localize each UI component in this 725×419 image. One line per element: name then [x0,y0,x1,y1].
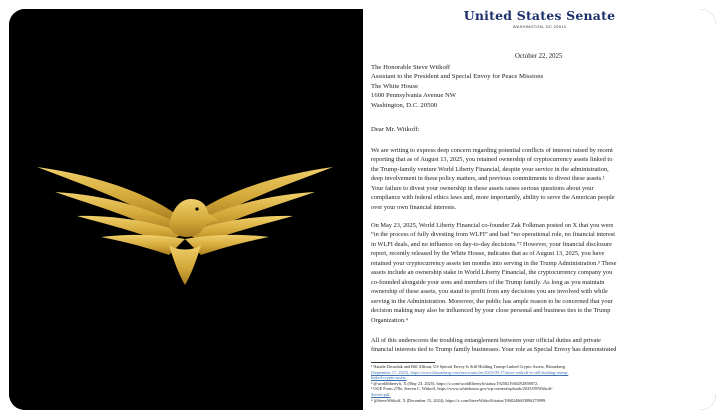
text-line: in WLFI deals, and no influence on day-to-day decisions.”² However, your financial disclosure [371,240,612,248]
text-line: the Trump-family venture World Liberty Financial, despite your service in the administration, [371,165,609,173]
text-line: Organization.⁴ [371,316,408,324]
text-line: financial interests tied to Trump family businesses. Your role as Special Envoy has demonstrated [371,346,617,354]
address-line: Assistant to the President and Special Envoy for Peace Missions [371,73,544,81]
letterhead: United States Senate [463,9,616,23]
paragraph-3 [371,336,616,355]
address-line: 1600 Pennsylvania Avenue NW [371,92,457,100]
senate-letter [363,9,716,410]
recipient-address [371,63,543,110]
text-line: report, recently released by the White House, indicates that as of August 13, 2025, you have [371,250,605,258]
address-line: The Honorable Steve Witkoff [371,64,451,71]
letterhead-city: WASHINGTON, DC 20510 [512,24,567,29]
footnote-line: ⁴ @SteveWitkoff, X (December 15, 2024), https://x.com/SteveWitkoff/status/1868246603896270999. [371,397,547,403]
logo-panel [9,9,363,410]
text-line: deep involvement in these policy matters, and previous commitments to divest these assets.¹ [371,175,605,183]
text-line: assets include an ownership stake in World Liberty Financial, the cryptocurrency company you [371,269,613,277]
text-line: On May 23, 2025, World Liberty Financial co-founder Zak Folkman posted on X that you were [371,222,614,229]
paragraph-1 [371,146,615,212]
text-line: co-founded alongside your sons and members of the Trump family. As long as you maintain [371,278,605,286]
text-line: ownership of these assets, you stand to profit from any decisions you are involved with while [371,288,608,296]
footnote-line: ¹ Natalie Drozdiak and Bill Allison, US Special Envoy Is Still Holding Trump-Linked Crypto Assets, Bloomberg [371,364,565,369]
letter-date: October 22, 2025 [515,53,563,60]
salutation: Dear Mr. Witkoff: [371,126,420,133]
golden-eagle-wings-icon [9,9,363,410]
footnote-line: ² @worldlibertyfi, X (May 23, 2025), https://x.com/worldlibertyfi/status/1925821940292858872. [371,380,539,386]
address-line: The White House [371,82,419,90]
paragraph-2 [371,221,616,325]
address-line: Washington, D.C. 20500 [371,101,438,109]
footnote-link[interactable]: Steven.pdf. [371,391,391,397]
footnote-line: ³ OGE Form 278e, Steven C. Witkoff, https://www.whitehouse.gov/wp-content/uploads/2025/09/Witkoff- [371,386,553,392]
text-line: We are writing to express deep concern regarding potential conflicts of interest raised by recent [371,147,613,154]
text-line: decision making may also be influenced by your close personal and business ties to the Trump [371,307,611,315]
text-line: All of this underscores the troubling entanglement between your official duties and private [371,337,601,344]
footnote-divider [371,362,435,363]
text-line: Your failure to divest your ownership in these assets raises serious questions about your [371,184,594,192]
footnotes [371,364,568,403]
text-line: over your own financial interests. [371,203,457,211]
text-line: reporting that as of August 13, 2025, you retained ownership of cryptocurrency assets linked to [371,156,613,164]
footnote-link[interactable]: linked-crypto-assets. [371,375,407,381]
text-line: retained your cryptocurrency assets ten months into serving in the Trump Administration.³ These [371,259,617,267]
text-line: serving in the Administration. Moreover, the public has ample reason to be concerned that your [371,297,613,305]
image-frame [9,9,716,410]
text-line: compliance with federal ethics laws and, more importantly, ability to serve the American people [371,194,615,202]
text-line: “in the process of fully divesting from WLFI” and had “no operational role, no financial interest [371,231,616,239]
footnote-link[interactable]: (September 17, 2025), https://www.bloomberg.com/news/articles/2025-09-17/steve-witkoff-is-still-holding-trump- [371,369,569,375]
